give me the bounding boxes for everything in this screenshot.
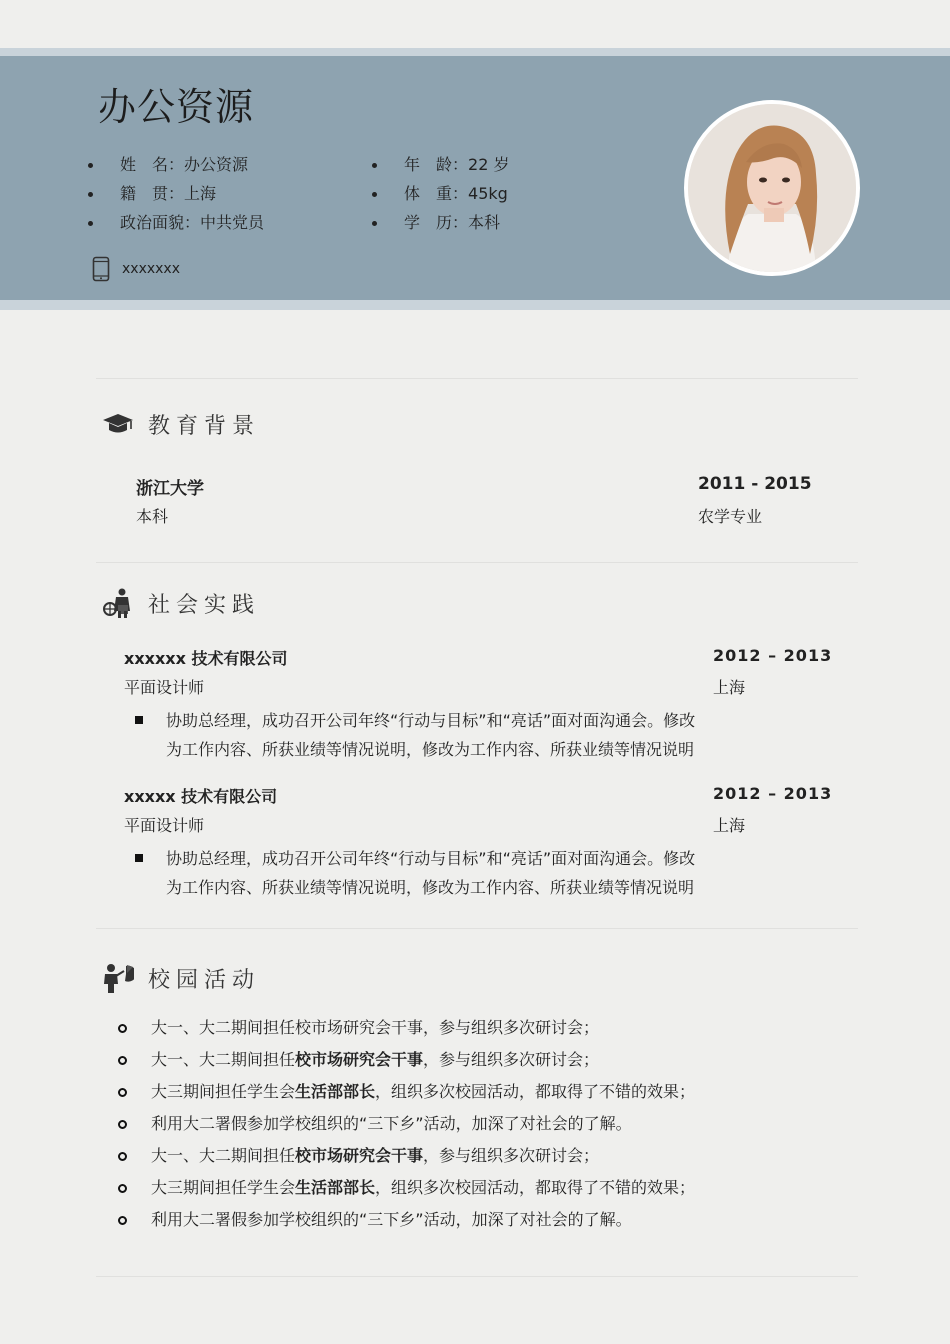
degree: 本科 — [136, 507, 169, 526]
resume-name: 办公资源 — [98, 85, 255, 129]
description-line: 协助总经理，成功召开公司年终“行动与目标”和“亮话”面对面沟通会。修改 — [166, 849, 696, 868]
list-item — [118, 1044, 695, 1076]
info-label: 学 历： — [404, 213, 469, 232]
phone-number: xxxxxxx — [122, 261, 180, 277]
info-value: 上海 — [184, 184, 217, 203]
company-name: xxxxxx 技术有限公司 — [124, 649, 288, 668]
presenter-icon — [102, 962, 134, 994]
practice-section-header — [102, 587, 260, 619]
practice-years: 2012 – 2013 — [713, 646, 833, 665]
school-name: 浙江大学 — [136, 479, 204, 499]
info-origin-row — [88, 179, 264, 208]
activity-text: ，参与组织多次研讨会； — [423, 1050, 600, 1069]
info-label: 姓 名： — [120, 155, 185, 174]
list-item — [118, 1140, 695, 1172]
practice-years: 2012 – 2013 — [713, 784, 833, 803]
activity-text: ，参与组织多次研讨会； — [423, 1146, 600, 1165]
activity-highlight: 生活部部长 — [295, 1082, 376, 1101]
circle-bullet — [118, 1024, 127, 1033]
activity-text: 大一、大二期间担任校市场研究会干事，参与组织多次研讨会； — [151, 1018, 600, 1037]
section-divider — [96, 562, 858, 563]
description-line: 为工作内容、所获业绩等情况说明，修改为工作内容、所获业绩等情况说明 — [166, 740, 695, 759]
activity-text: 大一、大二期间担任 — [151, 1146, 296, 1165]
personal-info-left — [88, 150, 264, 237]
job-role: 平面设计师 — [124, 816, 205, 835]
info-education-row — [372, 208, 509, 237]
major: 农学专业 — [698, 507, 763, 526]
activity-highlight: 校市场研究会干事 — [295, 1050, 424, 1069]
description-line: 协助总经理，成功召开公司年终“行动与目标”和“亮话”面对面沟通会。修改 — [166, 711, 696, 730]
section-divider — [96, 378, 858, 379]
info-label: 籍 贯： — [120, 184, 185, 203]
info-label: 政治面貌： — [120, 213, 201, 232]
square-bullet — [135, 716, 143, 724]
activity-text: 大三期间担任学生会 — [151, 1178, 296, 1197]
list-item — [118, 1108, 695, 1140]
job-location: 上海 — [713, 678, 746, 697]
job-location: 上海 — [713, 816, 746, 835]
activity-text: 利用大二署假参加学校组织的“三下乡”活动，加深了对社会的了解。 — [151, 1210, 632, 1229]
personal-info-right — [372, 150, 509, 237]
company-name: xxxxx 技术有限公司 — [124, 787, 278, 806]
phone-icon — [92, 256, 110, 282]
info-name-row — [88, 150, 264, 179]
activity-highlight: 生活部部长 — [295, 1178, 376, 1197]
activity-text: 利用大二署假参加学校组织的“三下乡”活动，加深了对社会的了解。 — [151, 1114, 632, 1133]
info-label: 年 龄： — [404, 155, 469, 174]
circle-bullet — [118, 1120, 127, 1129]
circle-bullet — [118, 1152, 127, 1161]
circle-bullet — [118, 1216, 127, 1225]
circle-bullet — [118, 1056, 127, 1065]
section-divider — [96, 928, 858, 929]
graduation-cap-icon — [102, 408, 134, 440]
list-item — [118, 1204, 695, 1236]
bullet-dot — [372, 221, 377, 226]
bullet-dot — [88, 192, 93, 197]
info-value: 办公资源 — [184, 155, 249, 174]
job-description — [166, 844, 776, 902]
activity-text: 大一、大二期间担任 — [151, 1050, 296, 1069]
section-title: 校园活动 — [148, 967, 261, 993]
section-title: 社会实践 — [148, 592, 261, 618]
activity-text: ，组织多次校园活动，都取得了不错的效果； — [375, 1178, 696, 1197]
info-value: 45kg — [468, 184, 508, 203]
list-item — [118, 1076, 695, 1108]
info-value: 22 岁 — [468, 155, 510, 174]
activity-text: ，组织多次校园活动，都取得了不错的效果； — [375, 1082, 696, 1101]
education-years: 2011 - 2015 — [698, 474, 812, 494]
section-title: 教育背景 — [148, 413, 261, 439]
business-person-icon — [102, 587, 134, 619]
bullet-dot — [88, 221, 93, 226]
info-label: 体 重： — [404, 184, 469, 203]
list-item — [118, 1012, 695, 1044]
avatar — [684, 100, 860, 276]
info-value: 本科 — [468, 213, 501, 232]
portrait-photo — [688, 104, 856, 272]
circle-bullet — [118, 1088, 127, 1097]
info-weight-row — [372, 179, 509, 208]
education-section-header — [102, 408, 260, 440]
bullet-dot — [372, 163, 377, 168]
activities-list — [118, 1012, 695, 1236]
description-line: 为工作内容、所获业绩等情况说明，修改为工作内容、所获业绩等情况说明 — [166, 878, 695, 897]
square-bullet — [135, 854, 143, 862]
info-age-row — [372, 150, 509, 179]
activity-highlight: 校市场研究会干事 — [295, 1146, 424, 1165]
job-description — [166, 706, 776, 764]
activities-section-header — [102, 962, 260, 994]
job-role: 平面设计师 — [124, 678, 205, 697]
phone-contact — [92, 255, 180, 283]
section-divider — [96, 1276, 858, 1277]
bullet-dot — [372, 192, 377, 197]
bullet-dot — [88, 163, 93, 168]
info-value: 中共党员 — [200, 213, 265, 232]
list-item — [118, 1172, 695, 1204]
activity-text: 大三期间担任学生会 — [151, 1082, 296, 1101]
circle-bullet — [118, 1184, 127, 1193]
info-political-row — [88, 208, 264, 237]
